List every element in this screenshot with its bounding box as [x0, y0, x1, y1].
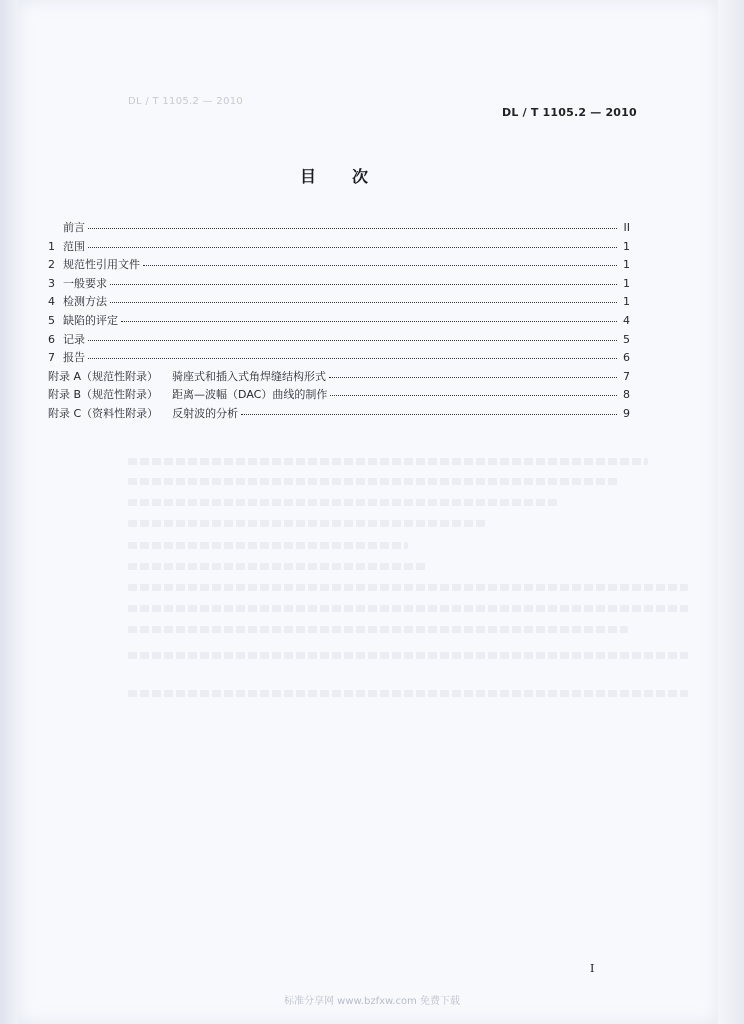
- dot-leader: [88, 228, 617, 229]
- dot-leader: [110, 284, 617, 285]
- bleed-through-text: [128, 652, 688, 659]
- table-of-contents: [48, 219, 630, 424]
- toc-entry-records[interactable]: [48, 331, 630, 350]
- page-binding-edge: [0, 0, 18, 1024]
- toc-entry-label: 距离—波幅（DAC）曲线的制作: [172, 388, 328, 402]
- toc-appendix-prefix: 附录 B（规范性附录）: [48, 388, 159, 402]
- toc-entry-label: 范围: [63, 239, 85, 253]
- toc-entry-number: 4: [48, 295, 55, 309]
- bleed-through-text: [128, 478, 618, 485]
- toc-entry-label: 检测方法: [63, 295, 107, 309]
- dot-leader: [110, 302, 617, 303]
- dot-leader: [88, 247, 617, 248]
- toc-entry-normative-references[interactable]: [48, 256, 630, 275]
- bleed-through-text: [128, 584, 688, 591]
- toc-entry-number: 1: [48, 239, 55, 253]
- toc-entry-page: 1: [623, 239, 630, 253]
- toc-entry-appendix-a[interactable]: [48, 368, 630, 387]
- document-page: [18, 0, 718, 1024]
- toc-appendix-prefix: 附录 A（规范性附录）: [48, 369, 159, 383]
- dot-leader: [143, 265, 617, 266]
- page-number: I: [590, 962, 595, 975]
- dot-leader: [88, 340, 617, 341]
- toc-entry-label: 骑座式和插入式角焊缝结构形式: [172, 369, 327, 383]
- page-right-edge: [718, 0, 744, 1024]
- dot-leader: [241, 414, 617, 415]
- toc-entry-label: 记录: [63, 332, 85, 346]
- toc-entry-number: 5: [48, 313, 55, 327]
- toc-entry-label: 反射波的分析: [172, 406, 239, 420]
- bleed-through-text: [128, 563, 428, 570]
- toc-entry-appendix-b[interactable]: [48, 386, 630, 405]
- toc-entry-general-requirements[interactable]: [48, 275, 630, 294]
- toc-entry-page: 1: [623, 258, 630, 272]
- toc-entry-number: 6: [48, 332, 55, 346]
- toc-entry-page: 7: [623, 369, 630, 383]
- toc-entry-report[interactable]: [48, 349, 630, 368]
- page-title: 目次: [300, 167, 405, 186]
- toc-appendix-prefix: 附录 C（资料性附录）: [48, 406, 159, 420]
- toc-entry-page: 5: [623, 332, 630, 346]
- dot-leader: [121, 321, 617, 322]
- bleed-through-text: [128, 499, 558, 506]
- bleed-through-text: [128, 690, 688, 697]
- toc-entry-page: 8: [623, 388, 630, 402]
- watermark: 标准分享网 www.bzfxw.com 免费下载: [284, 996, 460, 1007]
- toc-entry-foreword[interactable]: [48, 219, 630, 238]
- toc-entry-page: II: [623, 221, 630, 234]
- toc-entry-page: 9: [623, 406, 630, 420]
- toc-entry-page: 6: [623, 351, 630, 365]
- bleed-through-text: [128, 458, 648, 465]
- bleed-through-text: [128, 520, 488, 527]
- toc-entry-label: 报告: [63, 351, 85, 365]
- toc-entry-appendix-c[interactable]: [48, 405, 630, 424]
- dot-leader: [329, 377, 617, 378]
- bleed-through-doc-code: DL / T 1105.2 — 2010: [128, 96, 244, 107]
- toc-entry-number: 2: [48, 258, 55, 272]
- toc-entry-page: 1: [623, 276, 630, 290]
- bleed-through-text: [128, 626, 628, 633]
- toc-entry-number: 3: [48, 276, 55, 290]
- dot-leader: [88, 358, 617, 359]
- toc-entry-number: 7: [48, 351, 55, 365]
- document-code: DL / T 1105.2 — 2010: [502, 106, 637, 119]
- toc-entry-page: 4: [623, 313, 630, 327]
- toc-entry-label: 规范性引用文件: [63, 258, 140, 272]
- toc-entry-label: 前言: [63, 221, 85, 234]
- toc-entry-defect-evaluation[interactable]: [48, 312, 630, 331]
- dot-leader: [330, 395, 617, 396]
- toc-entry-page: 1: [623, 295, 630, 309]
- toc-entry-label: 缺陷的评定: [63, 313, 118, 327]
- toc-entry-test-methods[interactable]: [48, 293, 630, 312]
- toc-entry-label: 一般要求: [63, 276, 107, 290]
- bleed-through-text: [128, 605, 688, 612]
- toc-entry-scope[interactable]: [48, 238, 630, 257]
- bleed-through-text: [128, 542, 408, 549]
